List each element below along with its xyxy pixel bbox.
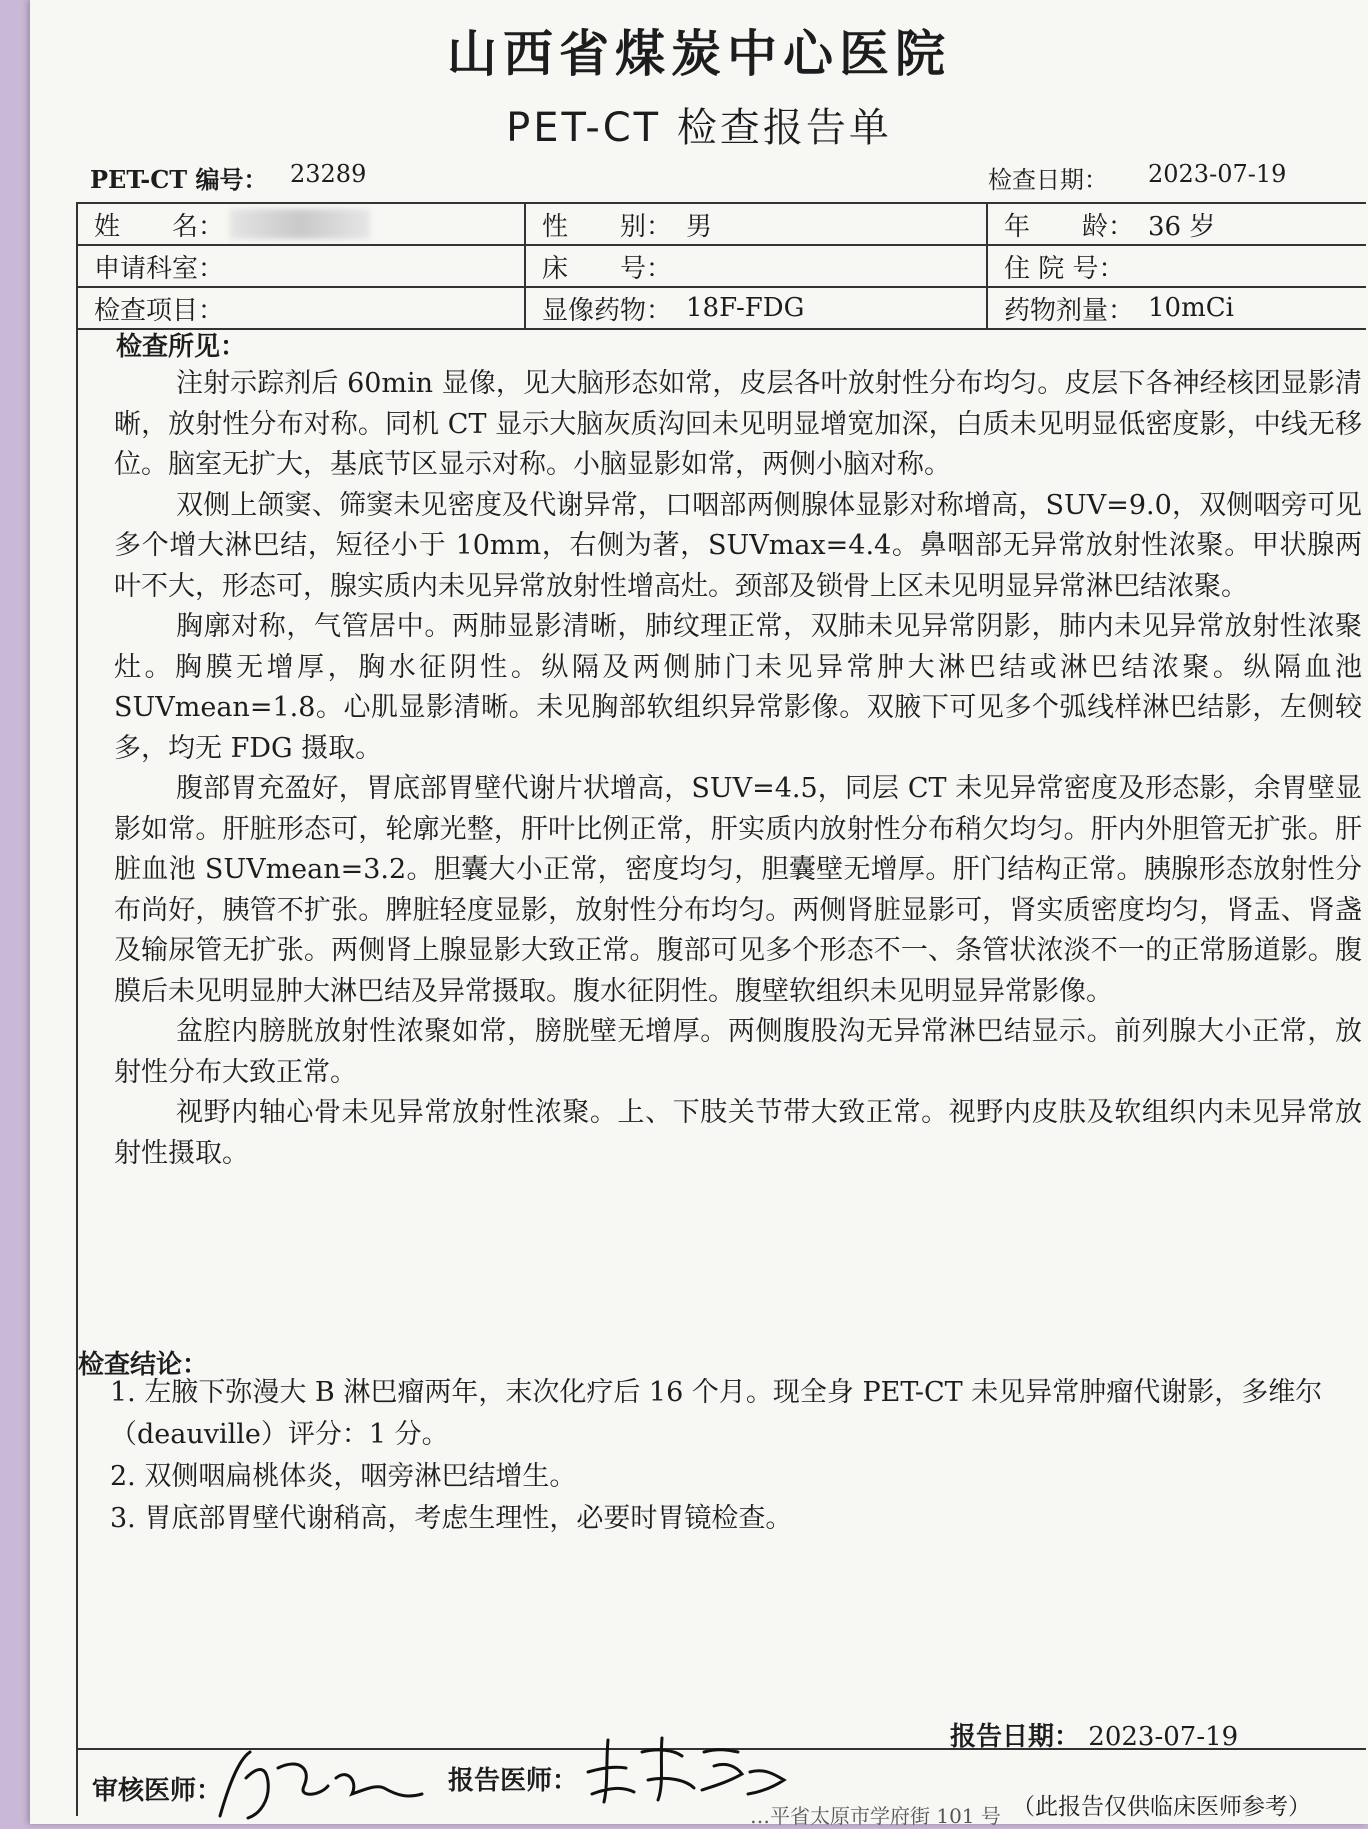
report-date-value: 2023-07-19 [1088,1722,1239,1752]
tracer-cell [524,288,986,328]
item-label: 检查项目： [94,295,225,326]
item-cell [76,288,524,328]
findings-text [114,364,1362,1174]
sex-label: 性 别： [542,211,673,242]
dose-value: 10mCi [1148,293,1234,323]
findings-paragraph-chest: 胸廓对称，气管居中。两肺显影清晰，肺纹理正常，双肺未见异常阴影，肺内未见异常放射性浓聚灶。胸膜无增厚，胸水征阴性。纵隔及两侧肺门未见异常肿大淋巴结或淋巴结浓聚。纵隔血池 SUVmean=1.8。心肌显影清晰。未见胸部软组织异常影像。双腋下可见多个弧线样淋巴结影，左侧较多，均无 FDG 摄取。 [114,611,1362,764]
dept-label: 申请科室： [94,253,225,284]
conclusion-list [110,1372,1360,1540]
hospital-address: …平省太原市学府街 101 号 [750,1804,1001,1828]
inpatient-label: 住 院 号： [1004,253,1125,284]
report-id-label: PET-CT 编号： [90,165,268,194]
sex-cell [524,204,986,244]
disclaimer-note: （此报告仅供临床医师参考） [1012,1794,1311,1820]
findings-paragraph-head-neck: 双侧上颌窦、筛窦未见密度及代谢异常，口咽部两侧腺体显影对称增高，SUV=9.0，双侧咽旁可见多个增大淋巴结，短径小于 10mm，右侧为著，SUVmax=4.4。鼻咽部无异常放射性浓聚。甲状腺两叶不大，形态可，腺实质内未见异常放射性增高灶。颈部及锁骨上区未见明显异常淋巴结浓聚。 [114,489,1362,602]
findings-paragraph-abdomen: 腹部胃充盈好，胃底部胃壁代谢片状增高，SUV=4.5，同层 CT 未见异常密度及形态影，余胃壁显影如常。肝脏形态可，轮廓光整，肝叶比例正常，肝实质内放射性分布稍欠均匀。肝内外胆管无扩张。肝脏血池 SUVmean=3.2。胆囊大小正常，密度均匀，胆囊壁无增厚。肝门结构正常。胰腺形态放射性分布尚好，胰管不扩张。脾脏轻度显影，放射性分布均匀。两侧肾脏显影可，肾实质密度均匀，肾盂、肾盏及输尿管无扩张。两侧肾上腺显影大致正常。腹部可见多个形态不一、条管状浓淡不一的正常肠道影。腹膜后未见明显肿大淋巴结及异常摄取。腹水征阴性。腹壁软组织未见明显异常影像。 [114,773,1362,1007]
findings-paragraph-brain: 注射示踪剂后 60min 显像，见大脑形态如常，皮层各叶放射性分布均匀。皮层下各神经核团显影清晰，放射性分布对称。同机 CT 显示大脑灰质沟回未见明显增宽加深，白质未见明显低密度影，中线无移位。脑室无扩大，基底节区显示对称。小脑显影如常，两侧小脑对称。 [114,368,1362,480]
tracer-label: 显像药物： [542,295,673,326]
patient-info-table [76,202,1366,330]
redacted-name [230,209,370,239]
name-label: 姓 名： [94,211,225,242]
age-value: 36 岁 [1148,211,1216,242]
dose-label: 药物剂量： [1004,295,1135,326]
patient-row-3 [76,288,1366,330]
tracer-value: 18F-FDG [686,293,805,323]
report-id-value: 23289 [290,160,367,188]
reporter-label: 报告医师： [448,1766,579,1796]
report-paper [30,0,1368,1828]
inpatient-cell [986,246,1366,286]
report-title: PET-CT 检查报告单 [506,105,892,151]
bed-cell [524,246,986,286]
bed-label: 床 号： [542,253,673,284]
conclusion-item: 3. 胃底部胃壁代谢稍高，考虑生理性，必要时胃镜检查。 [110,1503,793,1534]
sex-value: 男 [686,211,713,242]
patient-row-1 [76,204,1366,246]
findings-heading: 检查所见： [116,332,247,362]
report-date-label: 报告日期： [950,1722,1081,1752]
reviewer-signature [208,1738,438,1824]
conclusion-item: 1. 左腋下弥漫大 B 淋巴瘤两年，末次化疗后 16 个月。现全身 PET-CT 未见异常肿瘤代谢影，多维尔（deauville）评分：1 分。 [110,1377,1323,1450]
exam-date-label: 检查日期： [988,166,1108,194]
conclusion-item: 2. 双侧咽扁桃体炎，咽旁淋巴结增生。 [110,1461,577,1492]
dept-cell [76,246,524,286]
patient-row-2 [76,246,1366,288]
name-cell [76,204,524,244]
findings-paragraph-pelvis: 盆腔内膀胱放射性浓聚如常，膀胱壁无增厚。两侧腹股沟无异常淋巴结显示。前列腺大小正常，放射性分布大致正常。 [114,1016,1362,1088]
reporter-signature [578,1722,808,1812]
exam-date-value: 2023-07-19 [1148,160,1287,188]
age-cell [986,204,1366,244]
age-label: 年 龄： [1004,211,1135,242]
reviewer-label: 审核医师： [92,1776,223,1806]
hospital-name: 山西省煤炭中心医院 [447,25,951,83]
conclusion-heading: 检查结论： [78,1350,209,1380]
findings-paragraph-skeleton: 视野内轴心骨未见异常放射性浓聚。上、下肢关节带大致正常。视野内皮肤及软组织内未见异常放射性摄取。 [114,1097,1362,1169]
dose-cell [986,288,1366,328]
